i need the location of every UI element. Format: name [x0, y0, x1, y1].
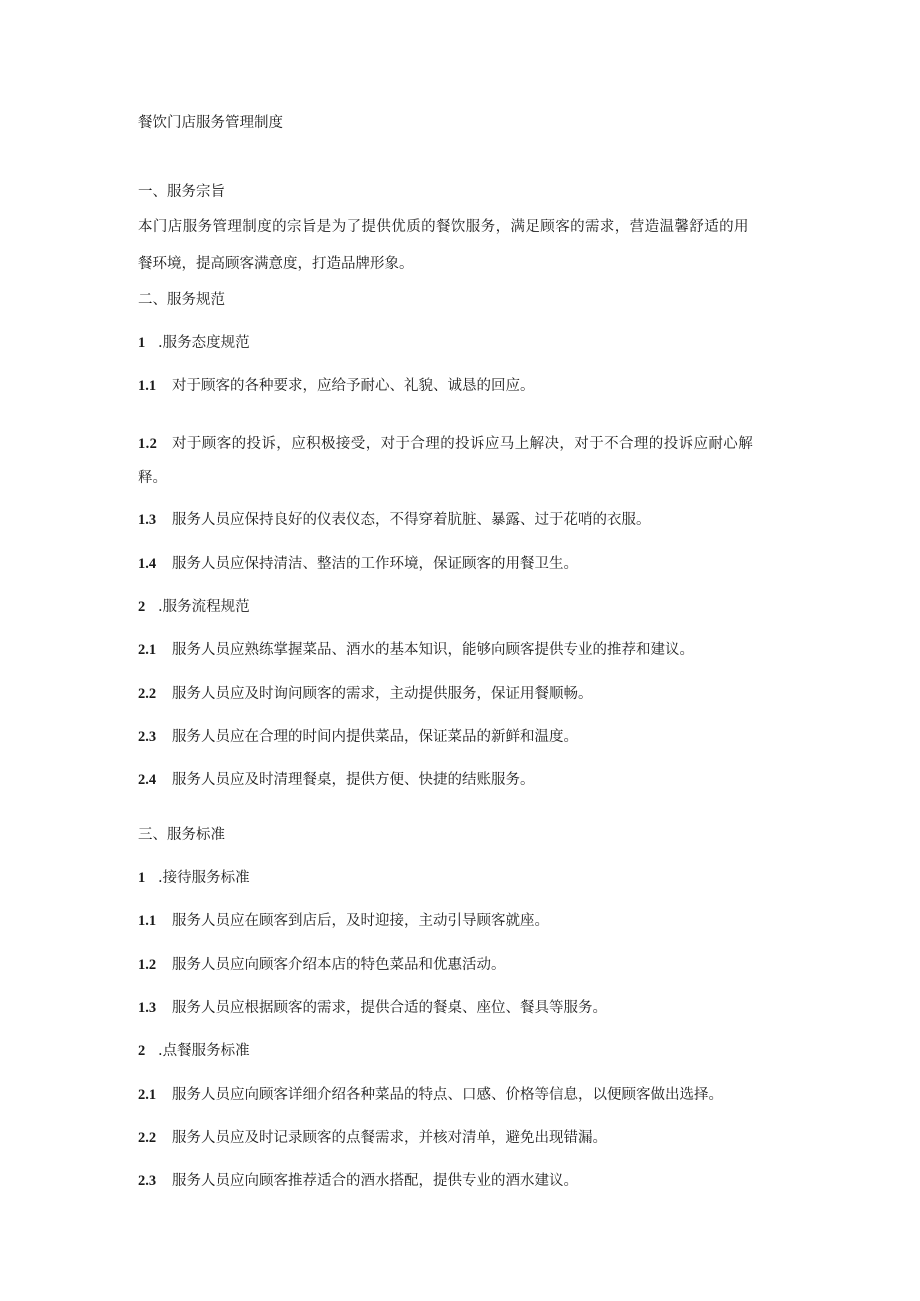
- subsection-title: .服务态度规范: [158, 335, 250, 351]
- item-number: 1.4: [138, 556, 157, 572]
- subsection-title: .接待服务标准: [158, 870, 250, 886]
- list-item: [138, 510, 651, 530]
- list-item: [138, 554, 578, 574]
- item-number: 1.2: [138, 436, 158, 452]
- subsection-title: .服务流程规范: [158, 599, 250, 615]
- item-number: 2.1: [138, 642, 157, 658]
- item-text: 服务人员应在合理的时间内提供菜品，保证菜品的新鲜和温度。: [172, 729, 578, 745]
- item-text: 服务人员应根据顾客的需求，提供合适的餐桌、座位、餐具等服务。: [172, 1000, 607, 1016]
- document-title: 餐饮门店服务管理制度: [138, 115, 283, 131]
- item-number: 2.3: [138, 1173, 157, 1189]
- item-text: 服务人员应在顾客到店后，及时迎接，主动引导顾客就座。: [172, 913, 549, 929]
- section-heading-3: 三、服务标准: [138, 827, 225, 843]
- list-item: [138, 727, 578, 747]
- list-item: [138, 1171, 578, 1191]
- item-number: 1.3: [138, 512, 157, 528]
- list-item: [138, 955, 506, 975]
- subsection-heading: [138, 597, 250, 617]
- item-text: 服务人员应及时清理餐桌，提供方便、快捷的结账服务。: [172, 772, 535, 788]
- subsection-number: 2: [138, 1043, 146, 1059]
- list-item: [138, 684, 593, 704]
- paragraph-line: 本门店服务管理制度的宗旨是为了提供优质的餐饮服务，满足顾客的需求，营造温馨舒适的用: [138, 219, 749, 235]
- item-number: 1.3: [138, 1000, 157, 1016]
- item-text: 服务人员应保持良好的仪表仪态，不得穿着肮脏、暴露、过于花哨的衣服。: [172, 512, 651, 528]
- list-item: [138, 770, 535, 790]
- item-number: 2.1: [138, 1087, 157, 1103]
- item-text: 服务人员应向顾客详细介绍各种菜品的特点、口感、价格等信息，以便顾客做出选择。: [172, 1087, 723, 1103]
- list-item: [138, 998, 607, 1018]
- item-number: 1.2: [138, 957, 157, 973]
- list-item: [138, 434, 753, 454]
- item-text: 对于顾客的投诉，应积极接受，对于合理的投诉应马上解决，对于不合理的投诉应耐心解: [172, 436, 754, 452]
- item-number: 2.4: [138, 772, 157, 788]
- subsection-heading: [138, 1041, 250, 1061]
- section-heading-2: 二、服务规范: [138, 292, 225, 308]
- paragraph-line: 餐环境，提高顾客满意度，打造品牌形象。: [138, 256, 414, 272]
- section-heading-1: 一、服务宗旨: [138, 184, 225, 200]
- item-text: 服务人员应向顾客推荐适合的酒水搭配，提供专业的酒水建议。: [172, 1173, 578, 1189]
- item-number: 1.1: [138, 913, 157, 929]
- list-item: [138, 1085, 723, 1105]
- item-text: 服务人员应向顾客介绍本店的特色菜品和优惠活动。: [172, 957, 506, 973]
- subsection-heading: [138, 333, 250, 353]
- item-number: 2.2: [138, 1130, 157, 1146]
- item-continuation: 释。: [138, 470, 167, 486]
- subsection-number: 1: [138, 335, 146, 351]
- item-number: 2.2: [138, 686, 157, 702]
- list-item: [138, 640, 694, 660]
- list-item: [138, 911, 549, 931]
- item-number: 2.3: [138, 729, 157, 745]
- item-text: 服务人员应熟练掌握菜品、酒水的基本知识，能够向顾客提供专业的推荐和建议。: [172, 642, 694, 658]
- list-item: [138, 1128, 607, 1148]
- subsection-title: .点餐服务标准: [158, 1043, 250, 1059]
- subsection-number: 1: [138, 870, 146, 886]
- item-text: 服务人员应及时询问顾客的需求，主动提供服务，保证用餐顺畅。: [172, 686, 593, 702]
- item-text: 对于顾客的各种要求，应给予耐心、礼貌、诚恳的回应。: [172, 378, 535, 394]
- item-number: 1.1: [138, 378, 157, 394]
- subsection-number: 2: [138, 599, 146, 615]
- item-text: 服务人员应保持清洁、整洁的工作环境，保证顾客的用餐卫生。: [172, 556, 578, 572]
- item-text: 服务人员应及时记录顾客的点餐需求，并核对清单，避免出现错漏。: [172, 1130, 607, 1146]
- subsection-heading: [138, 868, 250, 888]
- list-item: [138, 376, 535, 396]
